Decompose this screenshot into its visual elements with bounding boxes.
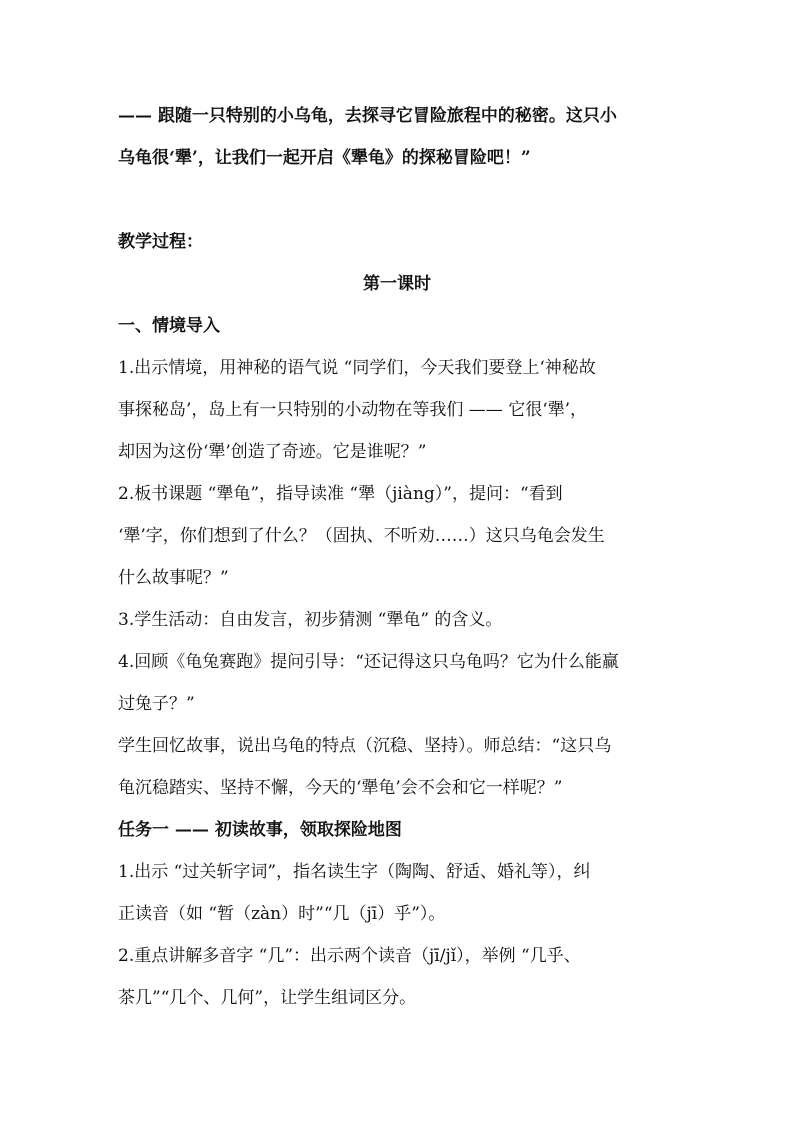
- section-heading-situation: 一、情境导入: [118, 316, 220, 336]
- paragraph-line: 2.板书课题 “犟龟”，指导读准 “犟（jiàng）”，提问：“看到: [118, 484, 563, 504]
- intro-line-1: —— 跟随一只特别的小乌龟，去探寻它冒险旅程中的秘密。这只小: [118, 106, 617, 126]
- lesson-title: 第一课时: [363, 274, 431, 294]
- section-heading-task-one: 任务一 —— 初读故事，领取探险地图: [118, 820, 402, 840]
- paragraph-line: 事探秘岛’，岛上有一只特别的小动物在等我们 —— 它很‘犟’，: [118, 400, 588, 420]
- teaching-process-heading: 教学过程：: [118, 232, 203, 252]
- paragraph-line: 正读音（如 “暂（zàn）时”“几（jī）乎”）。: [118, 904, 446, 924]
- paragraph-line: 1.出示情境，用神秘的语气说 “同学们，今天我们要登上‘神秘故: [118, 358, 596, 378]
- paragraph-line: 1.出示 “过关斩字词”，指名读生字（陶陶、舒适、婚礼等），纠: [118, 862, 591, 882]
- paragraph-line: ‘犟’字，你们想到了什么？（固执、不听劝……）这只乌龟会发生: [118, 526, 605, 546]
- paragraph-line: 什么故事呢？”: [118, 568, 229, 588]
- paragraph-line: 3.学生活动：自由发言，初步猜测 “犟龟” 的含义。: [118, 610, 503, 630]
- paragraph-line: 茶几”“几个、几何”，让学生组词区分。: [118, 988, 417, 1008]
- intro-line-2: 乌龟很‘犟’，让我们一起开启《犟龟》的探秘冒险吧！”: [118, 148, 531, 168]
- paragraph-line: 过兔子？”: [118, 694, 195, 714]
- paragraph-line: 龟沉稳踏实、坚持不懈，今天的‘犟龟’会不会和它一样呢？”: [118, 778, 563, 798]
- paragraph-line: 4.回顾《龟兔赛跑》提问引导：“还记得这只乌龟吗？它为什么能赢: [118, 652, 619, 672]
- paragraph-line: 却因为这份‘犟’创造了奇迹。它是谁呢？”: [118, 442, 427, 462]
- paragraph-line: 学生回忆故事，说出乌龟的特点（沉稳、坚持）。师总结：“这只乌: [118, 736, 612, 756]
- paragraph-line: 2.重点讲解多音字 “几”：出示两个读音（jī/jǐ），举例 “几乎、: [118, 946, 581, 966]
